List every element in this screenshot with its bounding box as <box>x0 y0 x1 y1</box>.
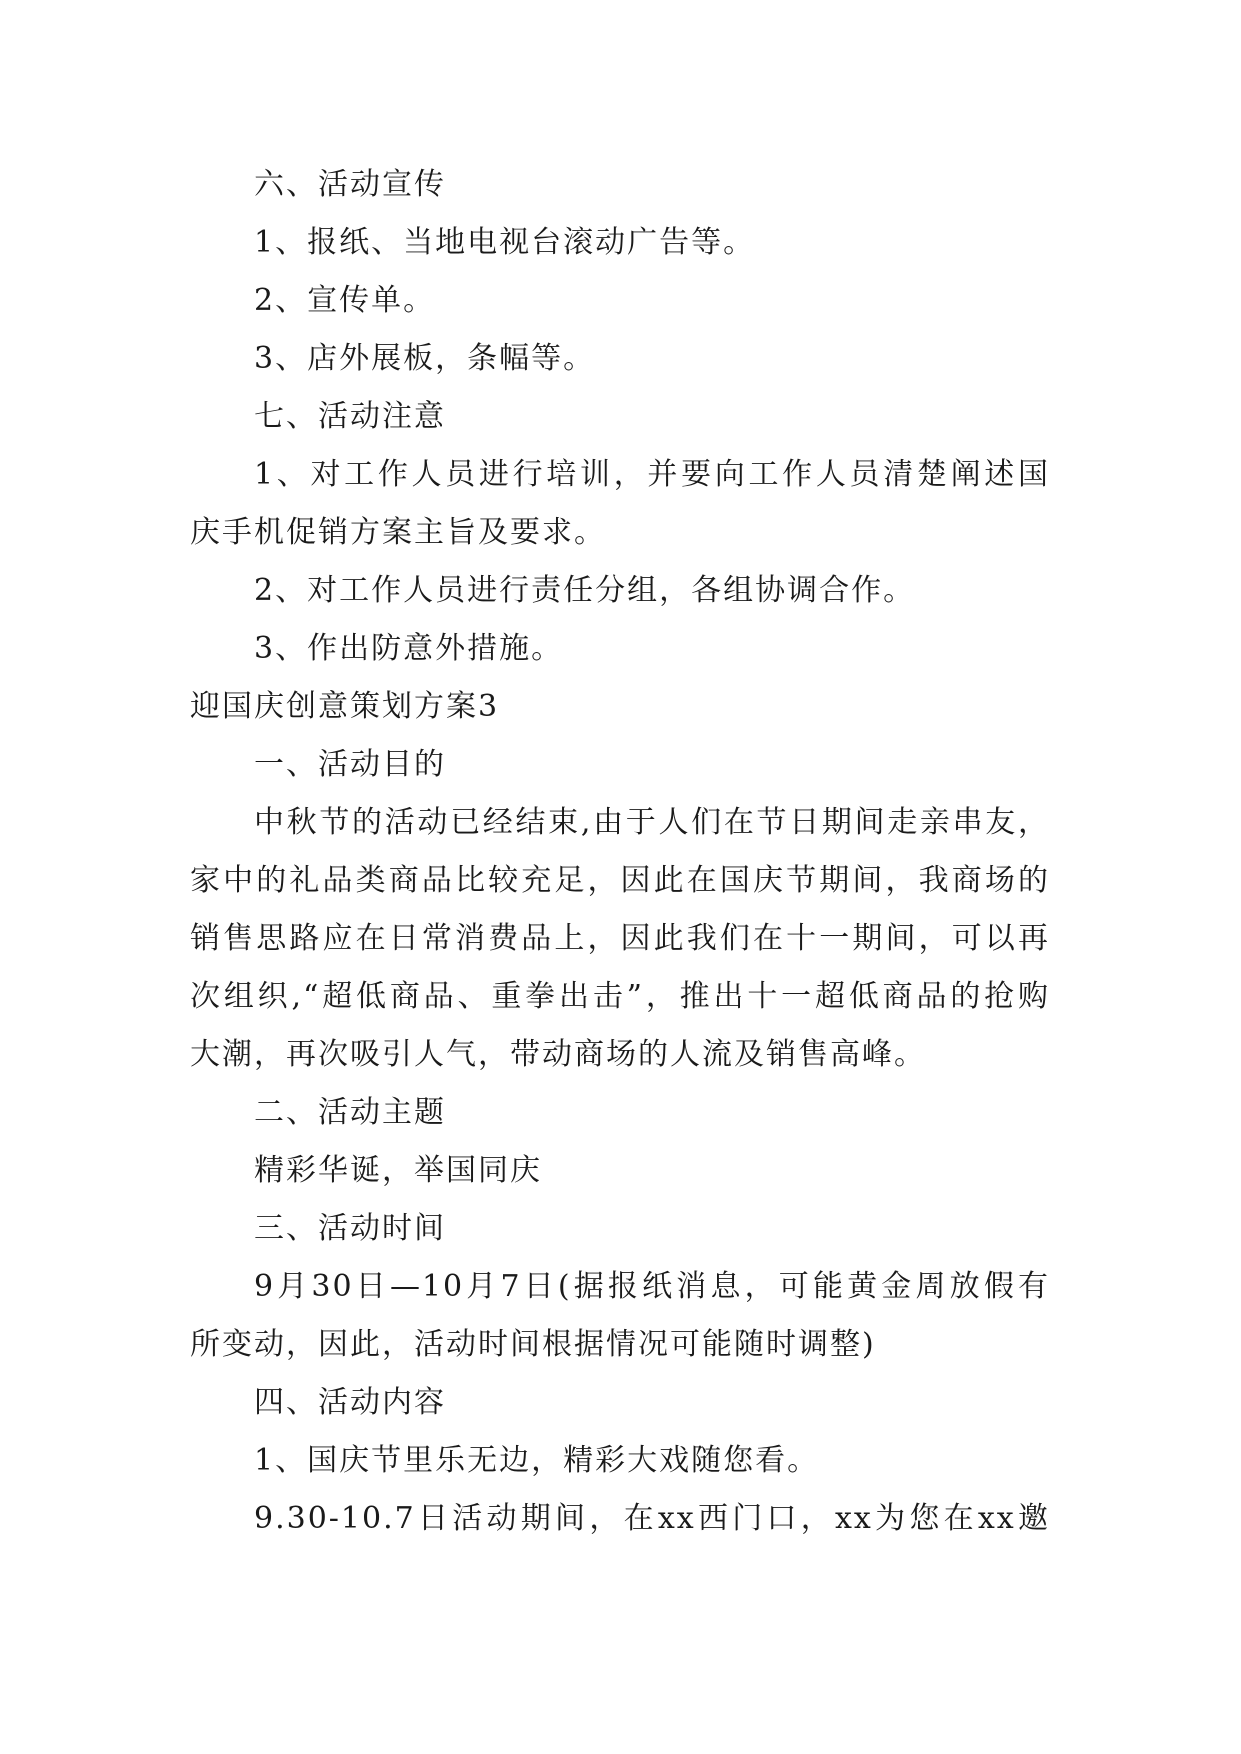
paragraph-line: 销售思路应在日常消费品上，因此我们在十一期间，可以再 <box>190 921 1050 956</box>
section-heading-time: 三、活动时间 <box>254 1211 446 1246</box>
document-title: 迎国庆创意策划方案3 <box>190 689 500 724</box>
paragraph-line: 1、对工作人员进行培训，并要向工作人员清楚阐述国 <box>254 457 1050 492</box>
paragraph-line: 庆手机促销方案主旨及要求。 <box>190 515 606 550</box>
section-heading-purpose: 一、活动目的 <box>254 747 446 782</box>
section-heading-notes: 七、活动注意 <box>254 399 446 434</box>
paragraph-line: 中秋节的活动已经结束,由于人们在节日期间走亲串友， <box>254 805 1050 840</box>
section-heading-publicity: 六、活动宣传 <box>254 167 446 202</box>
paragraph-line: 3、店外展板，条幅等。 <box>254 341 596 376</box>
paragraph-line: 9月30日—10月7日(据报纸消息，可能黄金周放假有 <box>254 1269 1050 1304</box>
paragraph-line: 精彩华诞，举国同庆 <box>254 1153 542 1188</box>
paragraph-line: 1、国庆节里乐无边，精彩大戏随您看。 <box>254 1443 820 1478</box>
section-heading-theme: 二、活动主题 <box>254 1095 446 1130</box>
paragraph-line: 3、作出防意外措施。 <box>254 631 564 666</box>
paragraph-line: 次组织,“超低商品、重拳出击”，推出十一超低商品的抢购 <box>190 979 1050 1014</box>
section-heading-content: 四、活动内容 <box>254 1385 446 1420</box>
paragraph-line: 1、报纸、当地电视台滚动广告等。 <box>254 225 756 260</box>
paragraph-line: 2、宣传单。 <box>254 283 436 318</box>
paragraph-line: 2、对工作人员进行责任分组，各组协调合作。 <box>254 573 916 608</box>
paragraph-line: 9.30-10.7日活动期间，在xx西门口，xx为您在xx邀 <box>254 1501 1050 1536</box>
paragraph-line: 所变动，因此，活动时间根据情况可能随时调整) <box>190 1327 876 1362</box>
paragraph-line: 大潮，再次吸引人气，带动商场的人流及销售高峰。 <box>190 1037 926 1072</box>
paragraph-line: 家中的礼品类商品比较充足，因此在国庆节期间，我商场的 <box>190 863 1050 898</box>
